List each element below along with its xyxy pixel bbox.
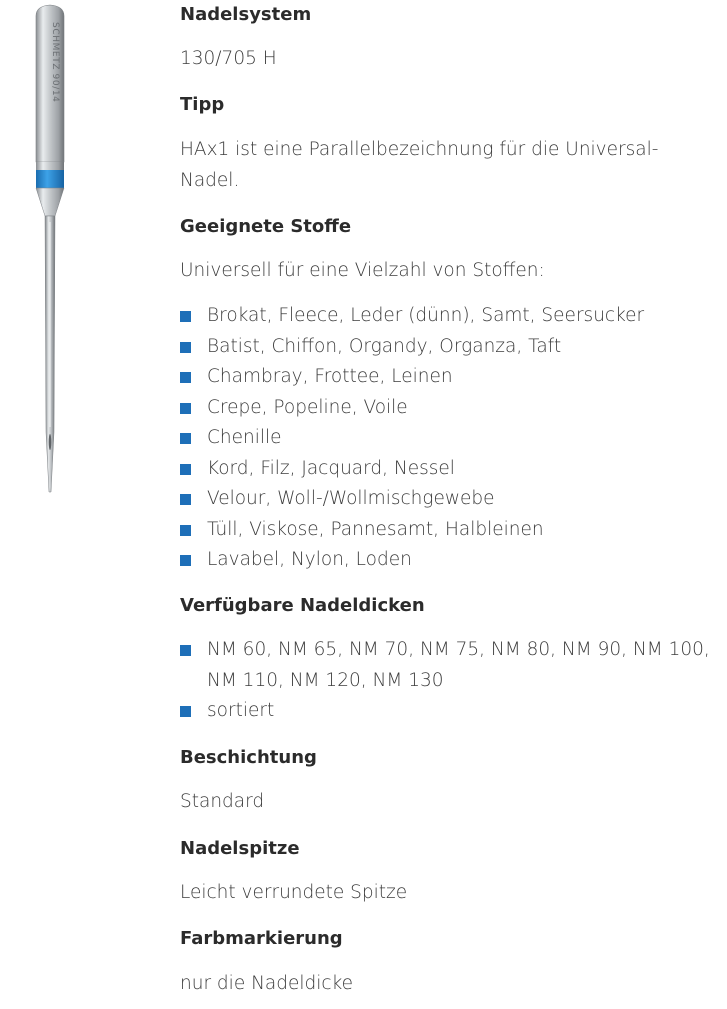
- needle-inscription: SCHMETZ 90/14: [50, 22, 60, 103]
- list-item-text: sortiert: [207, 700, 275, 721]
- list-item-text: Tüll, Viskose, Pannesamt, Halbleinen: [207, 518, 544, 540]
- list-item: [180, 393, 710, 424]
- needle-image: [28, 2, 72, 502]
- heading-geeignete-stoffe: Geeignete Stoffe: [180, 216, 352, 237]
- thickness-list: [180, 635, 710, 727]
- bullet-square-icon: [180, 706, 191, 717]
- list-item-text: Velour, Woll-/Wollmischgewebe: [207, 488, 495, 509]
- list-item-text: Crepe, Popeline, Voile: [207, 396, 408, 418]
- list-item: [180, 332, 710, 363]
- bullet-square-icon: [180, 464, 191, 475]
- list-item: [180, 696, 710, 727]
- fabric-list: [180, 301, 710, 576]
- list-item: [180, 545, 710, 576]
- text-nadelspitze: Leicht verrundete Spitze: [180, 882, 408, 903]
- list-item-text: Chambray, Frottee, Leinen: [207, 366, 453, 387]
- text-stoffe-intro: Universell für eine Vielzahl von Stoffen:: [180, 260, 545, 281]
- list-item-text: Chenille: [207, 427, 282, 448]
- bullet-square-icon: [180, 311, 191, 322]
- bullet-square-icon: [180, 433, 191, 444]
- heading-nadelsystem: Nadelsystem: [180, 4, 312, 25]
- heading-nadeldicken: Verfügbare Nadeldicken: [180, 595, 425, 616]
- bullet-square-icon: [180, 555, 191, 566]
- list-item-text: NM 60, NM 65, NM 70, NM 75, NM 80, NM 90, NM 100, NM 110, NM 120, NM 130: [207, 639, 710, 691]
- bullet-square-icon: [180, 403, 191, 414]
- list-item: [180, 301, 710, 332]
- bullet-square-icon: [180, 342, 191, 353]
- list-item: [180, 484, 710, 515]
- text-farbmarkierung: nur die Nadeldicke: [180, 973, 354, 994]
- list-item-text: Lavabel, Nylon, Loden: [207, 549, 412, 570]
- list-item: [180, 635, 710, 696]
- heading-tipp: Tipp: [180, 94, 225, 115]
- text-nadelsystem: 130/705 H: [180, 48, 277, 69]
- bullet-square-icon: [180, 525, 191, 536]
- text-beschichtung: Standard: [180, 791, 265, 812]
- bullet-square-icon: [180, 494, 191, 505]
- bullet-square-icon: [180, 372, 191, 383]
- text-tipp: HAx1 ist eine Parallelbezeichnung für die Universal-Nadel.: [180, 139, 659, 191]
- list-item: [180, 362, 710, 393]
- list-item-text: Batist, Chiffon, Organdy, Organza, Taft: [207, 335, 562, 357]
- list-item: [180, 515, 710, 546]
- heading-farbmarkierung: Farbmarkierung: [180, 928, 343, 949]
- list-item: [180, 454, 710, 485]
- heading-nadelspitze: Nadelspitze: [180, 838, 300, 859]
- list-item: [180, 423, 710, 454]
- heading-beschichtung: Beschichtung: [180, 747, 317, 768]
- list-item-text: Brokat, Fleece, Leder (dünn), Samt, Seersucker: [207, 305, 645, 326]
- list-item-text: Kord, Filz, Jacquard, Nessel: [207, 457, 455, 479]
- bullet-square-icon: [180, 645, 191, 656]
